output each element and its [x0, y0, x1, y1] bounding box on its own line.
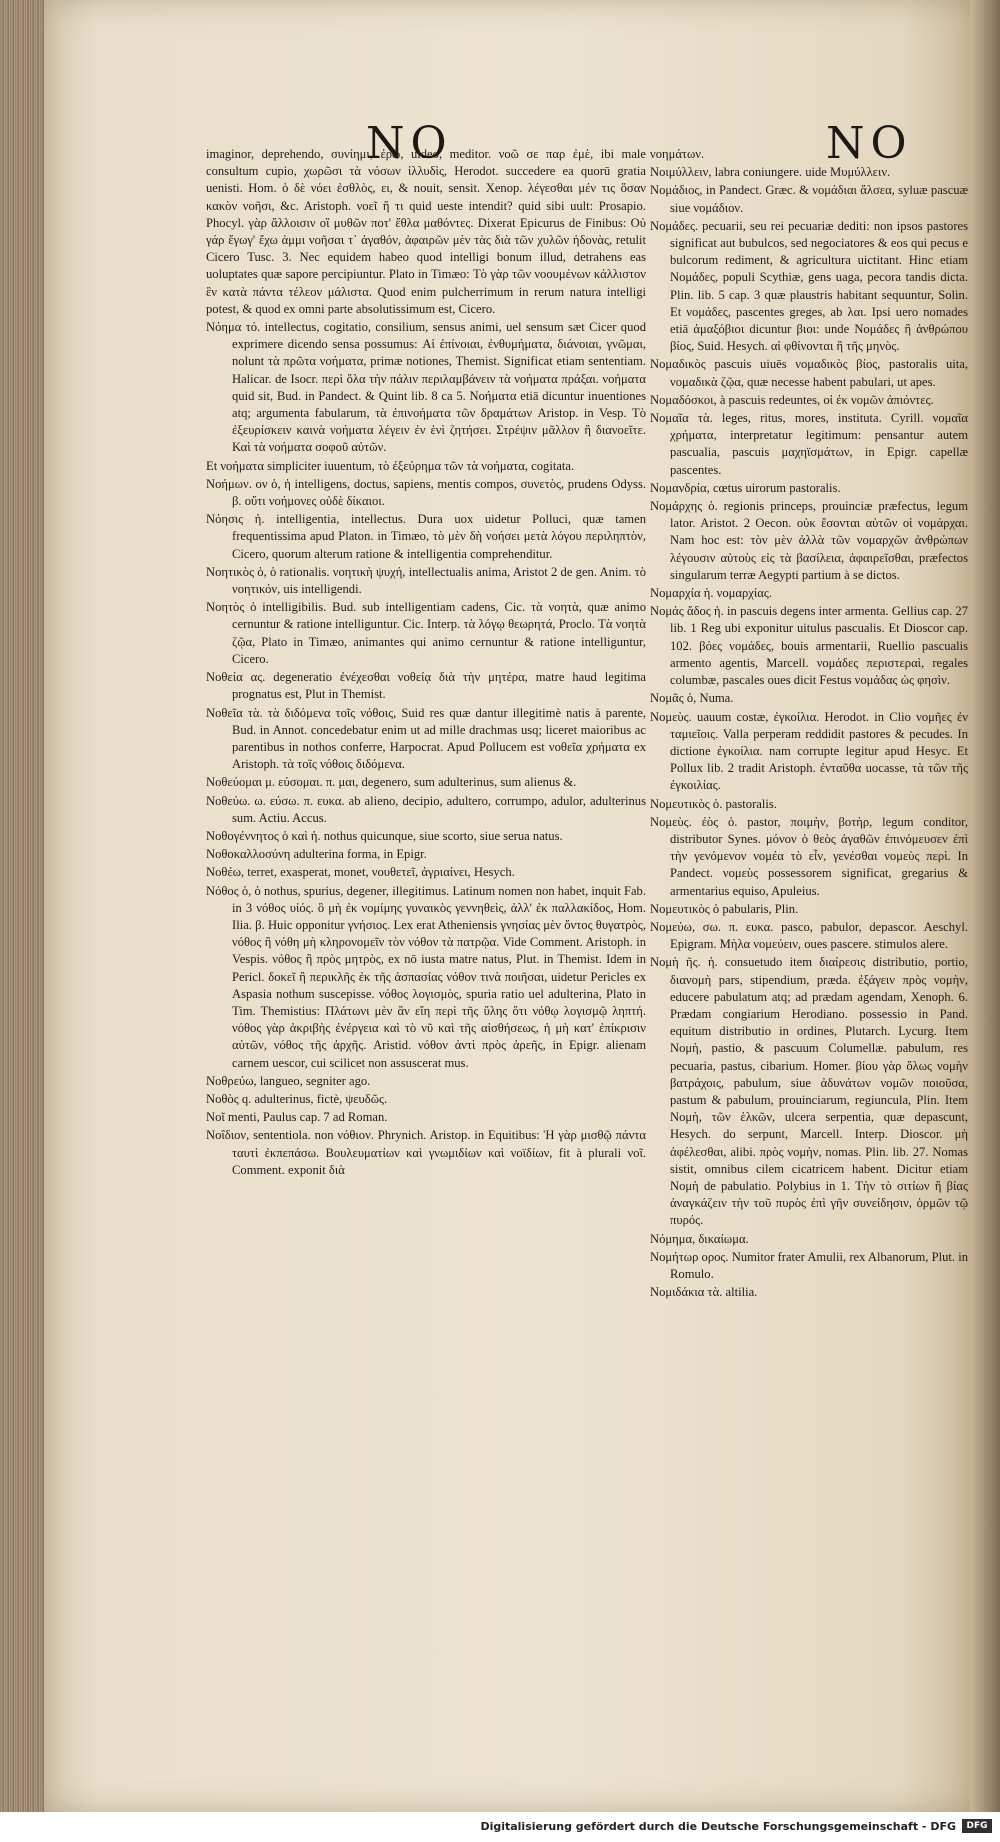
dictionary-entry: Νομὴ ῆς. ἡ. consuetudo item διαίρεσις distributio, portio, διανομὴ pars, stipendium, præda. ἐξάγειν πρὸς νομὴν, educere pabulatum atq; ad prædam agendam, Xenoph. 6. Prædam congiarium Herodiano. possessio in Pand. equitum distributio in ordines, Plutarch. Lycurg. Item Νομὴ, pastio, & pascuum Columellæ. pabulum, res pecuaria, pastus, cibarium. Homer. βίου γὰρ ὅλως νομὴν βατράχοις, pabulum, siue ἀδυνάτων νομῶν ποιοῦσα, pastum & pabulum, prouinciarum, regiuncula, Plin. Item Νομὴ, τῶν ἑλκῶν, ulcera serpentia, quæ depascunt, Hesych. do serpunt, Marcell. Interp. Dioscor. μὴ ἀφέλεσθαι, alibi. πρὸς νομὴν, nomas. Plin. lib. 27. Nomas sistit, omnibus cilem cicatricem habent. Dicitur etiam Νομὴ de pabulatio. Polybius in 1. Τὴν τὸ σιτίων ἢ βίας ἀναγκάζειν τὴν τοῦ πυρὸς ἐπὶ γῆν συνείδησιν, ὁρμῶν τῷ πυρός. — [650, 955, 968, 1228]
running-head-left: NO — [366, 118, 453, 169]
dictionary-entry: Νοθογέννητος ὁ καὶ ἡ. nothus quicunque, siue scorto, siue serua natus. — [206, 828, 563, 843]
dictionary-entry: Νοθὸς q. adulterinus, fictè, ψευδῶς. — [206, 1091, 388, 1106]
left-column — [206, 146, 646, 1180]
funding-notice: Digitalisierung gefördert durch die Deutsche Forschungsgemeinschaft - DFG — [480, 1820, 956, 1833]
dictionary-entry: Νοθοκαλλοσύνη adulterina forma, in Epigr. — [206, 847, 427, 862]
digitization-footer — [0, 1812, 1000, 1842]
dictionary-entry: Νομάς ἄδος ἡ. in pascuis degens inter armenta. Gellius cap. 27 lib. 1 Reg ubi exponitur uitulus pascualis. Et Dioscor cap. 102. βόες νομάδες, bouis armentarii, Ruellio pascualis armento agentis, Marcell. νομάδες περιστεραὶ, regales columbæ, pascales oues dicit Festus νομάδας ὡς φησὶν. — [650, 604, 968, 688]
dictionary-entry: Νομάδιος, in Pandect. Græc. & νομάδιαι ἄλσεα, syluæ pascuæ siue νομάδιον. — [650, 183, 968, 215]
right-column — [650, 146, 968, 1302]
dictionary-entry: Νοθεύομαι μ. εύσομαι. π. μαι, degenero, sum adulterinus, sum alienus &. — [206, 775, 577, 790]
book-fore-edge — [0, 0, 46, 1842]
dictionary-entry: Νοήμων. ον ὁ, ἡ intelligens, doctus, sapiens, mentis compos, συνετὸς, prudens Odyss. β. οὔτι νοήμονες οὐδὲ δίκαιοι. — [206, 476, 646, 509]
dictionary-entry: Νομᾶς ὁ, Numa. — [650, 691, 734, 706]
dictionary-entry: νοημάτων. — [650, 147, 705, 161]
dictionary-entry: Νοθρεύω, langueo, segniter ago. — [206, 1073, 371, 1088]
dictionary-entry: Νομανδρία, cœtus uirorum pastoralis. — [650, 480, 841, 495]
dictionary-entry: Νομιδάκια τὰ. altilia. — [650, 1285, 758, 1300]
dictionary-entry: Νοθεύω. ω. εύσω. π. ευκα. ab alieno, decipio, adultero, corrumpo, adulor, adulterinus sum. Actiu. Accus. — [206, 793, 646, 825]
book-gutter — [970, 0, 1000, 1812]
dictionary-entry: Νοῖ menti, Paulus cap. 7 ad Roman. — [206, 1110, 388, 1125]
dictionary-entry: Νομαῖα τὰ. leges, ritus, mores, instituta. Cyrill. νομαῖα χρήματα, interpretatur legitimum: pensantur autem pascualia, pascuis μαχηϊσμάτων, in Epigr. capellæ pascentes. — [650, 411, 968, 477]
dictionary-entry: Νόθος ὁ, ὁ nothus, spurius, degener, illegitimus. Latinum nomen non habet, inquit Fab. in 3 νόθος υἱός. ὃ μὴ ἐκ νομίμης γυναικὸς γεννηθεὶς, ἀλλ' ἐκ παλλακίδος, Hom. Ilia. β. Huic opponitur γνήσιος. Lex erat Atheniensis γνησίας μὲν ὄντος θυγατρὸς, νόθος ἢ νόθη μὴ κληρονομεῖν τὸν νόθον τὰ πατρῷα. Vide Comment. Aristoph. in Vespis. νόθος ἢ πρὸς μητρὸς, ex nō iusta matre natus, Plut. in Themist. Idem in Pericl. δοκεῖ ἢ περικλῆς ἐκ τῆς ἀσπασίας νόθον τινὰ ποιῆσαι, uidetur Pericles ex Aspasia nothum suscepisse. νόθος λογισμὸς, spuria ratio uel adulterina, Plato in Tim. Themistius: Πλάτωνι μὲν ἂν εἴη περὶ τῆς ὕλης ὅτι νόθῳ λογισμῷ ληπτή. νόθος γὰρ ἀκριβὴς ἐνέργεια καὶ τὸ νῦ καὶ τῆς αἰσθήσεως, ἡ μὴ κατ' ἐπίκρισιν αὐτῶν, νόθος τῆς ἀρχῆς. Aristid. νόθον ἀντὶ πρὸς ἀρεῆς, in Epigr. alienam carnem uescor, cui scilicet non assuscerat mus. — [206, 883, 646, 1070]
dictionary-entry: Νοητὸς ὁ intelligibilis. Bud. sub intelligentiam cadens, Cic. τὰ νοητὰ, quæ animo cernuntur & ratione intelliguntur. Cic. Interp. τὰ λόγῳ θεωρητά, Proclo. Τὰ νοητὰ ζῷα, Plato in Timæo, animantes qui animo cernuntur & ratione intelliguntur, Cicero. — [206, 600, 646, 666]
dictionary-entry: Νόημα τό. intellectus, cogitatio, consilium, sensus animi, uel sensum sæt Cicer quod exprimere dicendo sensa possumus: Αἱ ἐπίνοιαι, ἐνθυμήματα, διάνοιαι, γνῶμαι, nolunt τὰ πρῶτα νοήματα, primæ notiones, Themist. Significat etiam sententiam. Halicar. de Isocr. περὶ ὅλα τὴν πάλιν περιλαμβάνειν τὰ νοήματα πράξαι. νοήματα quid sit, Bud. in Pandect. & Quint lib. 8 ca 5. Νοήματα etiā dicuntur inuentiones atq; argumenta fabularum, τὰ ἐπινοήματα τῶν δραμάτων Aristop. in Vesp. Τὸ ἐξευρίσκειν καινὰ νοήματα λέγειν ἐν ἑνὶ ζητήσει. Στρέψιν μᾶλλον ἢ διανοεῖτε. Καὶ τὰ νοήματα σοφοῦ αὐτῶν. — [206, 320, 646, 455]
running-head-right: NO — [826, 118, 913, 169]
dictionary-entry: Νοθεῖα τὰ. τὰ διδόμενα τοῖς νόθοις, Suid res quæ dantur illegitimè natis à parente, Bud. in Annot. concedebatur enim ut ad mille drachmas usq; liceret maioribus ac parentibus in nothos conferre, Harpocrat. Apud Pollucem est νοθεῖα χρήματα ex Aristoph. τὰ τοῖς νόθοις διδόμενα. — [206, 705, 646, 772]
dictionary-entry: Νομάδες. pecuarii, seu rei pecuariæ dediti: non ipsos pastores significat aut bubulcos, sed negociatores & eos qui pecus e bulcorum rediment, & agricultura uictitant. Hinc etiam Νομάδες, populi Scythiæ, gens uaga, pecora tandis dicta. Plin. lib. 5 cap. 3 quæ plaustris habitant sequuntur, Solin. Et νομάδες, pascentes greges, ab λαι. Ipsi uero nomades etiā ἁμαξόβιοι dicuntur βιοι: unde Νομάδες ἢ ἀνθρώπου βίος, Suid. Hesych. αἱ φθίνονται ἢ τῆς μηνὸς. — [650, 218, 968, 354]
dictionary-entry: Νοΐδιον, sententiola. non νόθιον. Phrynich. Aristop. in Equitibus: Ἡ γὰρ μισθῷ πάντα ταυτὶ ἐκπεπάσω. Βουλευματίων καὶ γνωμιδίων καὶ νοϊδίων, fit à plurali νοῖ. Comment. exponit διὰ — [206, 1128, 646, 1177]
dictionary-entry: Νοιμύλλειν, labra coniungere. uide Μυμύλλειν. — [650, 165, 891, 180]
dictionary-entry: Νόμημα, δικαίωμα. — [650, 1231, 749, 1246]
dictionary-entry: Νοθεία ας. degeneratio ἐνέχεσθαι νοθείᾳ διὰ τὴν μητέρα, matre haud legitima prognatus est, Plut in Themist. — [206, 670, 646, 702]
dictionary-entry: Νομαδόσκοι, à pascuis redeuntes, οἱ ἐκ νομῶν ἀπιόντες. — [650, 392, 934, 407]
dictionary-entry: Et νοήματα simpliciter iuuentum, τὸ ἐξεύρημα τῶν τὰ νοήματα, cogitata. — [206, 458, 575, 473]
dictionary-entry: Νομευτικὸς ὁ. pastoralis. — [650, 796, 777, 811]
dictionary-entry: Νομήτωρ ορος. Numitor frater Amulii, rex Albanorum, Plut. in Romulo. — [650, 1249, 968, 1281]
dictionary-entry: Νομάρχης ὁ. regionis princeps, prouinciæ præfectus, legum lator. Aristot. 2 Oecon. οὐκ ἔσονται αὐτῶν οἱ νομάρχαι. Nam hoc est: τὸν μὲν ἀλλὰ τῶν νομαρχῶν ἀνθρώπων λέγουσιν αὐτοὺς εἰς τὰ βασίλεια, ἀφαιρεῖσθαι, præfectos singularum terræ Aegypti partium à se dictos. — [650, 499, 968, 582]
dictionary-entry: Νομεύω, σω. π. ευκα. pasco, pabulor, depascor. Aeschyl. Epigram. Μὴλα νομεύειν, oues pascere. stimulos alere. — [650, 919, 968, 952]
dictionary-entry: Νομαρχία ἡ. νομαρχίας. — [650, 586, 772, 601]
dfg-logo: DFG — [962, 1819, 992, 1833]
dictionary-entry: Νόησις ἡ. intelligentia, intellectus. Dura uox uidetur Polluci, quæ tamen frequentissima apud Platon. in Timæo, τὸ μὲν δὴ νοήσει μετὰ λόγου περιληπτὸν, Cicero, quorum alterum ratione & intelligentia comprehenditur. — [206, 512, 646, 561]
dictionary-entry: Νομεὺς. ἐὸς ὁ. pastor, ποιμὴν, βοτὴρ, legum conditor, distributor Synes. μόνον ὁ θεὸς ἀγαθῶν ἐπινόμευσεν ἐπὶ τὴν γενόμενον νομέα τὸ εἶν, γενέσθαι νομεὺς περὶ. In Pandect. νομεὺς possessorem significat, gregarius & armentarius equiso, Apuleius. — [650, 814, 968, 898]
dictionary-entry: Νομαδικὸς pascuis uiuēs νομαδικὸς βίος, pastoralis uita, νομαδικὰ ζῷα, quæ necesse habent pabulari, ut apes. — [650, 357, 968, 389]
dictionary-entry: Νομεὺς. uauum costæ, ἐγκοίλια. Herodot. in Clio νομῆες ἐν ταμιεῖοις. Valla perperam reddidit pastores & pecudes. In dictione ἐγκοίλια. nam corrupte legitur apud Hesyc. Et Pollux lib. 2 tradit Aristoph. ἐνταῦθα uocasse, τὰ τῶν τῆς ἐγκοιλίας. — [650, 709, 968, 793]
dictionary-entry: Νοθέω, terret, exasperat, monet, νουθετεῖ, ἀγριαίνει, Hesych. — [206, 865, 515, 880]
dictionary-entry: Νοητικὸς ὁ, ὁ rationalis. νοητικὴ ψυχή, intellectualis anima, Aristot 2 de gen. Anim. τὸ νοητικόν, uis intelligendi. — [206, 564, 646, 597]
dictionary-entry: Νομευτικὸς ὁ pabularis, Plin. — [650, 901, 799, 916]
dictionary-entry: imaginor, deprehendo, συνίημι, ἐρῶ, uideo, meditor. νοῶ σε παρ ἐμὲ, ibi male consultum cupio, χωρῶσι τὰ νόσων ἰλλυδὶς, Herodot. succedere ea quorū gratia uenisti. Hom. ὁ δὲ νόει ἐσθλὸς, ει, & nouit, sensit. Xenop. λέγεσθαι μέν τις ὅσαν κακὸν νοῆσι, &c. Aristoph. νοεῖ ἥ τι quid ueste intendit? quid sibi uult: Prosapio. Phocyl. γὰρ ἄλλοισιν οἳ μυθῶν ποτ' ἔθλα μαθόντες. Dixerat Epicurus de Finibus: Οὐ γάρ ἔγωγ' ἔχω ἀμμι νοῆσαι τ᾽ ἀγαθόν, ἀφαιρῶν μὲν τὰς διὰ τῶν χυλῶν ἡδονὰς, retulit Cicero Tusc. 3. Nec equidem habeo quod intelligi bonum illud, detrahens eas uoluptates quæ sapore percipiuntur. Plato in Timæo: Τὸ γὰρ τῶν νοουμένων κάλλιστον ἓν κατὰ πάντα τέλεον μάλιστα. Quod enim pulcherrimum in rerum natura intelligi potest, & quod ex omni parte absolutissimum est, Cicero. — [206, 147, 646, 316]
